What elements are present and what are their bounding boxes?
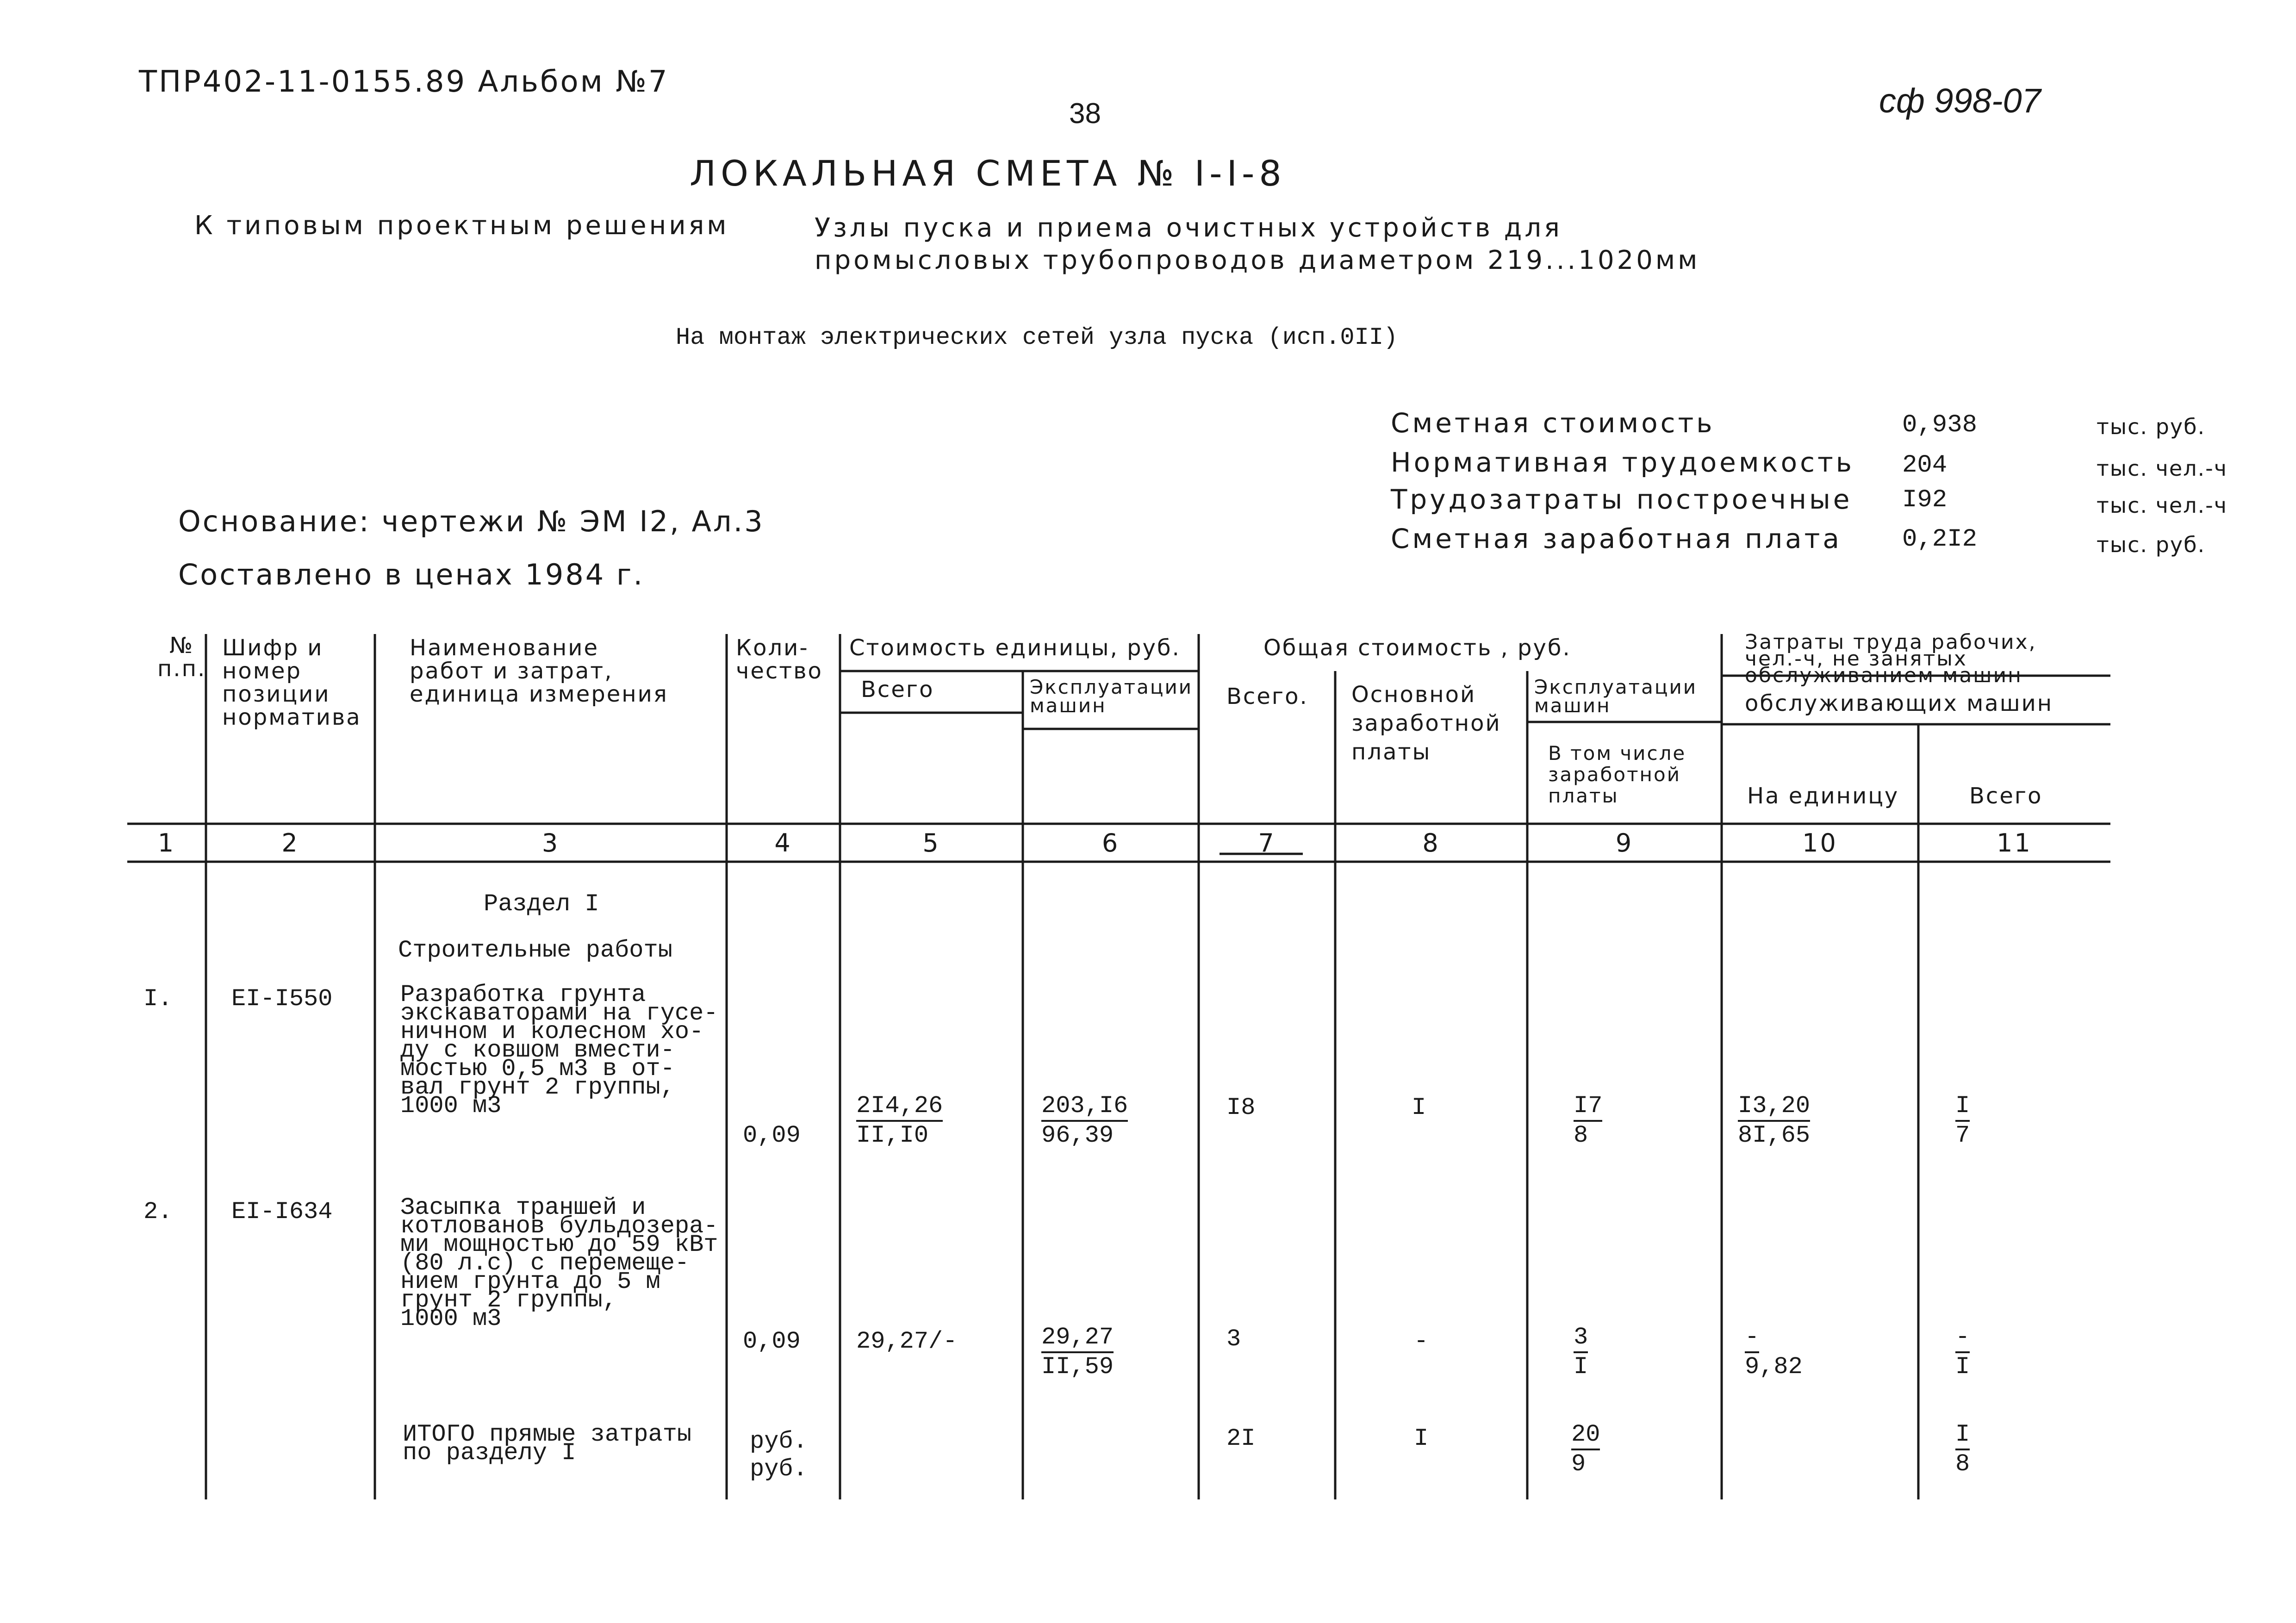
summary-value: 0,938: [1902, 411, 1978, 439]
group-header-unit-cost: Стоимость единицы, руб.: [849, 635, 1181, 661]
summary-label: Нормативная трудоемкость: [1391, 447, 1854, 478]
base-wage: I: [1412, 1094, 1426, 1121]
machine-cost-wage: 8: [1574, 1122, 1588, 1149]
col-number: 11: [1997, 828, 2032, 858]
col-header-total-machines: Эксплуатации машин: [1534, 676, 1698, 717]
section-subtitle: Строительные работы: [398, 937, 672, 964]
summary-unit: тыс. руб.: [2097, 532, 2206, 557]
labor-per-unit: [1745, 1324, 1803, 1381]
col-number: 10: [1802, 828, 1838, 858]
total-cost: 3: [1226, 1325, 1241, 1353]
row-code: EI-I550: [231, 985, 333, 1013]
unit-machine-wage: II,59: [1041, 1353, 1114, 1380]
col-header-base-wage: Основной заработной платы: [1351, 682, 1501, 765]
row-code: EI-I634: [231, 1198, 333, 1225]
unit-machine-wage: 96,39: [1041, 1122, 1114, 1149]
machine-cost-value: 3: [1574, 1324, 1588, 1353]
unit-total-wage: II,I0: [856, 1122, 929, 1149]
machine-cost-total: [1571, 1421, 1600, 1478]
col-header-unit-machines: Эксплуатации машин: [1030, 676, 1193, 717]
col-header-unit-total: Всего: [861, 677, 934, 703]
subtitle-line-1: Узлы пуска и приема очистных устройств для: [815, 213, 1562, 243]
summary-value: 0,2I2: [1902, 525, 1978, 553]
machine-cost-value: I7: [1574, 1092, 1602, 1122]
summary-label: Сметная заработная плата: [1391, 523, 1842, 554]
col-header-name: Наименование работ и затрат, единица измерения: [410, 635, 668, 707]
col-header-code: Шифр и номер позиции норматива: [222, 635, 361, 730]
machine-cost-total: [1574, 1092, 1602, 1150]
row-quantity: 0,09: [743, 1122, 801, 1149]
stamp-code: сф 998-07: [1879, 81, 2041, 120]
col-header-quantity: Коли- чество: [736, 635, 823, 684]
section-title: Раздел I: [484, 890, 599, 918]
unit-total-value: 2I4,26: [856, 1092, 943, 1122]
machine-cost-wage: 9: [1571, 1450, 1586, 1478]
summary-value: 204: [1902, 451, 1948, 479]
col-number: 5: [922, 828, 940, 858]
total-label: ИТОГО прямые затраты по разделу I: [403, 1421, 692, 1467]
row-name: Засыпка траншей и котлованов бульдозера- ми мощностью до 59 кВт (80 л.с) с перемеще- нием грунта до 5 м грунт 2 группы, 1000 м3: [400, 1194, 718, 1332]
base-wage: -: [1414, 1328, 1429, 1355]
labor-total-value: -: [1955, 1324, 1970, 1353]
labor-total: [1955, 1092, 1970, 1150]
labor-total-value: I: [1955, 1092, 1970, 1122]
row-number: I.: [143, 985, 173, 1013]
group-header-labor-machines: обслуживающих машин: [1745, 690, 2053, 716]
document-code: ТПР402-11-0155.89 Альбом №7: [139, 65, 669, 99]
labor-total-machines: 7: [1955, 1122, 1970, 1149]
unit-machine-cost: [1041, 1324, 1114, 1381]
subtitle-line-2: промысловых трубопроводов диаметром 219...1020мм: [815, 245, 1700, 275]
unit-machine-cost: [1041, 1092, 1128, 1150]
document-purpose: На монтаж электрических сетей узла пуска (исп.0II): [676, 324, 1398, 351]
labor-total: [1955, 1421, 1970, 1478]
labor-total-machines: 8: [1955, 1450, 1970, 1478]
group-header-labor: Затраты труда рабочих, чел.-ч, не занятых обслуживанием машин: [1745, 630, 2037, 687]
total-cost: I8: [1226, 1094, 1256, 1121]
page-number: 38: [1069, 98, 1101, 130]
total-currency: руб. руб.: [750, 1428, 808, 1483]
col-number: 4: [774, 828, 792, 858]
col-number: 1: [157, 828, 176, 858]
base-wage: I: [1414, 1425, 1429, 1452]
unit-total-value: 29,27/-: [856, 1328, 958, 1355]
summary-label: Трудозатраты построечные: [1391, 484, 1853, 515]
col-number: 6: [1101, 828, 1120, 858]
row-quantity: 0,09: [743, 1328, 801, 1355]
basis-prices: Составлено в ценах 1984 г.: [178, 558, 645, 591]
col-header-incl-wage: В том числе заработной платы: [1548, 742, 1686, 807]
col-header-labor-total: Всего: [1969, 783, 2043, 809]
labor-per-unit-value: I3,20: [1738, 1092, 1810, 1122]
labor-per-unit: [1738, 1092, 1810, 1150]
unit-machine-value: 29,27: [1041, 1324, 1114, 1353]
col-header-per-unit: На единицу: [1747, 783, 1899, 809]
summary-unit: тыс. чел.-ч: [2097, 493, 2228, 518]
basis-drawings: Основание: чертежи № ЭМ I2, Ал.3: [178, 504, 765, 538]
unit-machine-value: 203,I6: [1041, 1092, 1128, 1122]
row-number: 2.: [143, 1198, 173, 1225]
summary-unit: тыс. руб.: [2097, 414, 2206, 439]
col-number: 3: [541, 828, 560, 858]
page-title: ЛОКАЛЬНАЯ СМЕТА № I-I-8: [690, 153, 1286, 194]
col-header-number: № п.п.: [157, 633, 206, 682]
labor-per-unit-machines: 9,82: [1745, 1353, 1803, 1380]
row-name: Разработка грунта экскаваторами на гусе- ничном и колесном хо- ду с ковшом вмести- мостью 0,5 м3 в от- вал грунт 2 группы, 1000 м3: [400, 981, 718, 1119]
col-number: 9: [1615, 828, 1634, 858]
machine-cost-wage: I: [1574, 1353, 1588, 1380]
subtitle-lead: К типовым проектным решениям: [194, 211, 729, 241]
summary-value: I92: [1902, 486, 1948, 514]
labor-per-unit-machines: 8I,65: [1738, 1122, 1811, 1149]
labor-total-value: I: [1955, 1421, 1970, 1450]
col-number: 8: [1422, 828, 1440, 858]
labor-total: [1955, 1324, 1970, 1381]
summary-unit: тыс. чел.-ч: [2097, 456, 2228, 481]
labor-per-unit-value: -: [1745, 1324, 1759, 1353]
machine-cost-total: [1574, 1324, 1588, 1381]
col-number: 7: [1258, 828, 1276, 858]
col-number: 2: [281, 828, 299, 858]
machine-cost-value: 20: [1571, 1421, 1600, 1450]
labor-total-machines: I: [1955, 1353, 1970, 1380]
group-header-total-cost: Общая стоимость , руб.: [1263, 635, 1571, 661]
col-header-total: Всего.: [1226, 684, 1308, 709]
summary-label: Сметная стоимость: [1391, 407, 1715, 439]
total-cost: 2I: [1226, 1425, 1256, 1452]
unit-total-cost: [856, 1092, 943, 1150]
